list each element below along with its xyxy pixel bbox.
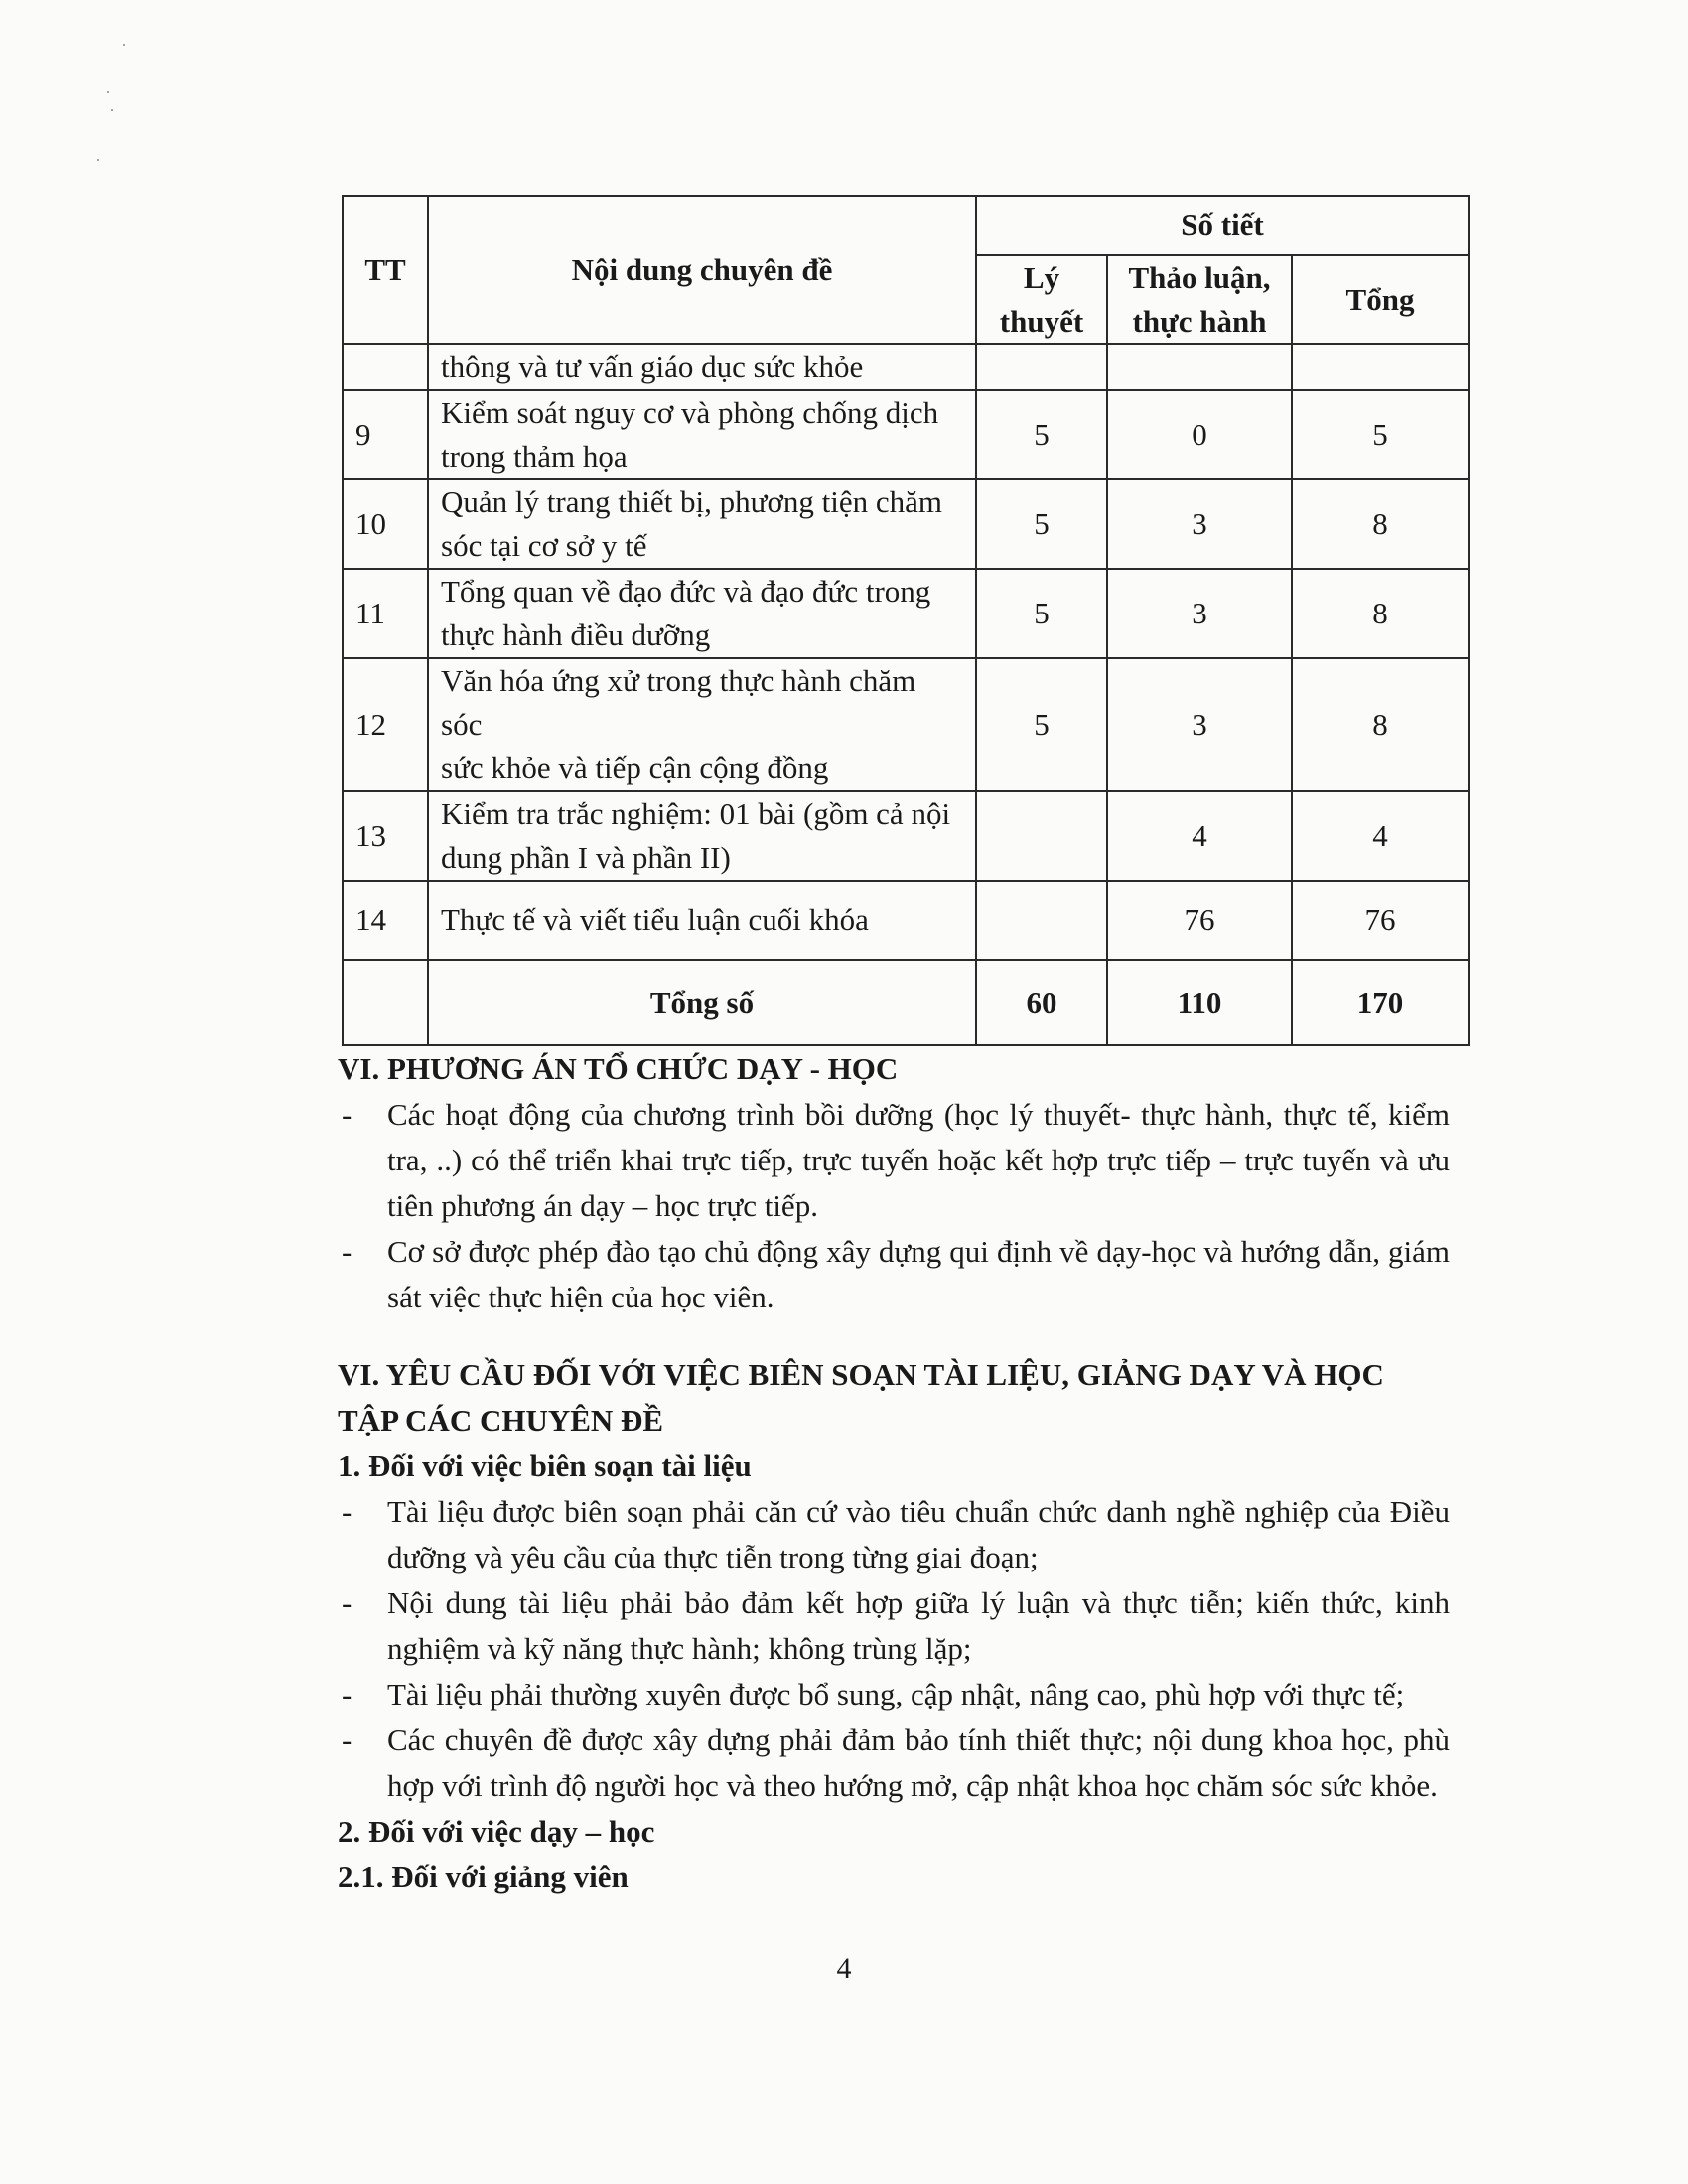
scan-speck — [97, 159, 99, 161]
cell-tt — [343, 344, 428, 390]
cell-tt: 13 — [343, 791, 428, 881]
cell-tt: 11 — [343, 569, 428, 658]
cell-theory: 5 — [976, 658, 1107, 791]
cell-content: Kiểm soát nguy cơ và phòng chống dịch trong thảm họa — [428, 390, 976, 479]
section-teaching-organization — [338, 1046, 1450, 1320]
section-material-requirements — [338, 1352, 1450, 1900]
cell-content: thông và tư vấn giáo dục sức khỏe — [428, 344, 976, 390]
list-item: - Tài liệu được biên soạn phải căn cứ vào tiêu chuẩn chức danh nghề nghiệp của Điều dưỡng và yêu cầu của thực tiễn trong từng giai đoạn; — [338, 1489, 1450, 1580]
cell-practice: 3 — [1107, 658, 1292, 791]
total-theory: 60 — [976, 960, 1107, 1045]
cell-practice — [1107, 344, 1292, 390]
cell-practice: 3 — [1107, 479, 1292, 569]
cell-practice: 3 — [1107, 569, 1292, 658]
cell-content: Tổng quan về đạo đức và đạo đức trong thực hành điều dưỡng — [428, 569, 976, 658]
cell-practice: 4 — [1107, 791, 1292, 881]
cell-theory: 5 — [976, 479, 1107, 569]
table-row — [343, 569, 1469, 658]
header-tt: TT — [343, 196, 428, 344]
cell-practice: 0 — [1107, 390, 1292, 479]
cell-tt: 9 — [343, 390, 428, 479]
cell-tt — [343, 960, 428, 1045]
cell-theory — [976, 344, 1107, 390]
header-row — [343, 196, 1469, 255]
total-row — [343, 960, 1469, 1045]
table-row — [343, 479, 1469, 569]
section-heading: VI. PHƯƠNG ÁN TỔ CHỨC DẠY - HỌC — [338, 1051, 899, 1086]
section-heading: VI. YÊU CẦU ĐỐI VỚI VIỆC BIÊN SOẠN TÀI LIỆU, GIẢNG DẠY VÀ HỌC TẬP CÁC CHUYÊN ĐỀ — [338, 1357, 1384, 1437]
cell-total — [1292, 344, 1469, 390]
total-sum: 170 — [1292, 960, 1469, 1045]
header-practice: Thảo luận, thực hành — [1107, 255, 1292, 344]
header-so-tiet: Số tiết — [976, 196, 1469, 255]
cell-total: 8 — [1292, 479, 1469, 569]
header-total: Tổng — [1292, 255, 1469, 344]
scan-speck — [123, 44, 125, 46]
cell-total: 76 — [1292, 881, 1469, 960]
cell-theory: 5 — [976, 569, 1107, 658]
header-theory: Lý thuyết — [976, 255, 1107, 344]
cell-tt: 10 — [343, 479, 428, 569]
header-content: Nội dung chuyên đề — [428, 196, 976, 344]
total-practice: 110 — [1107, 960, 1292, 1045]
cell-practice: 76 — [1107, 881, 1292, 960]
scan-speck — [107, 91, 109, 93]
page-number: 4 — [836, 1952, 852, 1984]
cell-theory — [976, 791, 1107, 881]
cell-total: 4 — [1292, 791, 1469, 881]
cell-content: Thực tế và viết tiểu luận cuối khóa — [428, 881, 976, 960]
cell-total: 8 — [1292, 569, 1469, 658]
table-row — [343, 658, 1469, 791]
cell-content: Văn hóa ứng xử trong thực hành chăm sóc sức khỏe và tiếp cận cộng đồng — [428, 658, 976, 791]
list-item: - Các hoạt động của chương trình bồi dưỡng (học lý thuyết- thực hành, thực tế, kiểm tra, ..) có thể triển khai trực tiếp, trực tuyến hoặc kết hợp trực tiếp – trực tuyến và ưu tiên phương án dạy – học trực tiếp. — [338, 1092, 1450, 1229]
cell-theory: 5 — [976, 390, 1107, 479]
table-row — [343, 344, 1469, 390]
subsection-heading: 2. Đối với việc dạy – học — [338, 1814, 655, 1848]
subsection-heading: 2.1. Đối với giảng viên — [338, 1859, 629, 1894]
list-item: - Các chuyên đề được xây dựng phải đảm bảo tính thiết thực; nội dung khoa học, phù hợp với trình độ người học và theo hướng mở, cập nhật khoa học chăm sóc sức khỏe. — [338, 1717, 1450, 1809]
table-row — [343, 881, 1469, 960]
bullet-list — [338, 1489, 1450, 1809]
bullet-list — [338, 1092, 1450, 1320]
cell-tt: 12 — [343, 658, 428, 791]
cell-tt: 14 — [343, 881, 428, 960]
list-item: - Tài liệu phải thường xuyên được bổ sung, cập nhật, nâng cao, phù hợp với thực tế; — [338, 1672, 1450, 1717]
cell-content: Quản lý trang thiết bị, phương tiện chăm sóc tại cơ sở y tế — [428, 479, 976, 569]
list-item: - Nội dung tài liệu phải bảo đảm kết hợp giữa lý luận và thực tiễn; kiến thức, kinh nghiệm và kỹ năng thực hành; không trùng lặp; — [338, 1580, 1450, 1672]
table-row — [343, 791, 1469, 881]
cell-content: Kiểm tra trắc nghiệm: 01 bài (gồm cả nội dung phần I và phần II) — [428, 791, 976, 881]
subsection-heading: 1. Đối với việc biên soạn tài liệu — [338, 1448, 752, 1483]
list-item: - Cơ sở được phép đào tạo chủ động xây dựng qui định về dạy-học và hướng dẫn, giám sát việc thực hiện của học viên. — [338, 1229, 1450, 1320]
cell-total: 5 — [1292, 390, 1469, 479]
cell-total: 8 — [1292, 658, 1469, 791]
table-row — [343, 390, 1469, 479]
total-label: Tổng số — [428, 960, 976, 1045]
curriculum-table — [342, 195, 1470, 1046]
cell-theory — [976, 881, 1107, 960]
scan-speck — [111, 109, 113, 111]
